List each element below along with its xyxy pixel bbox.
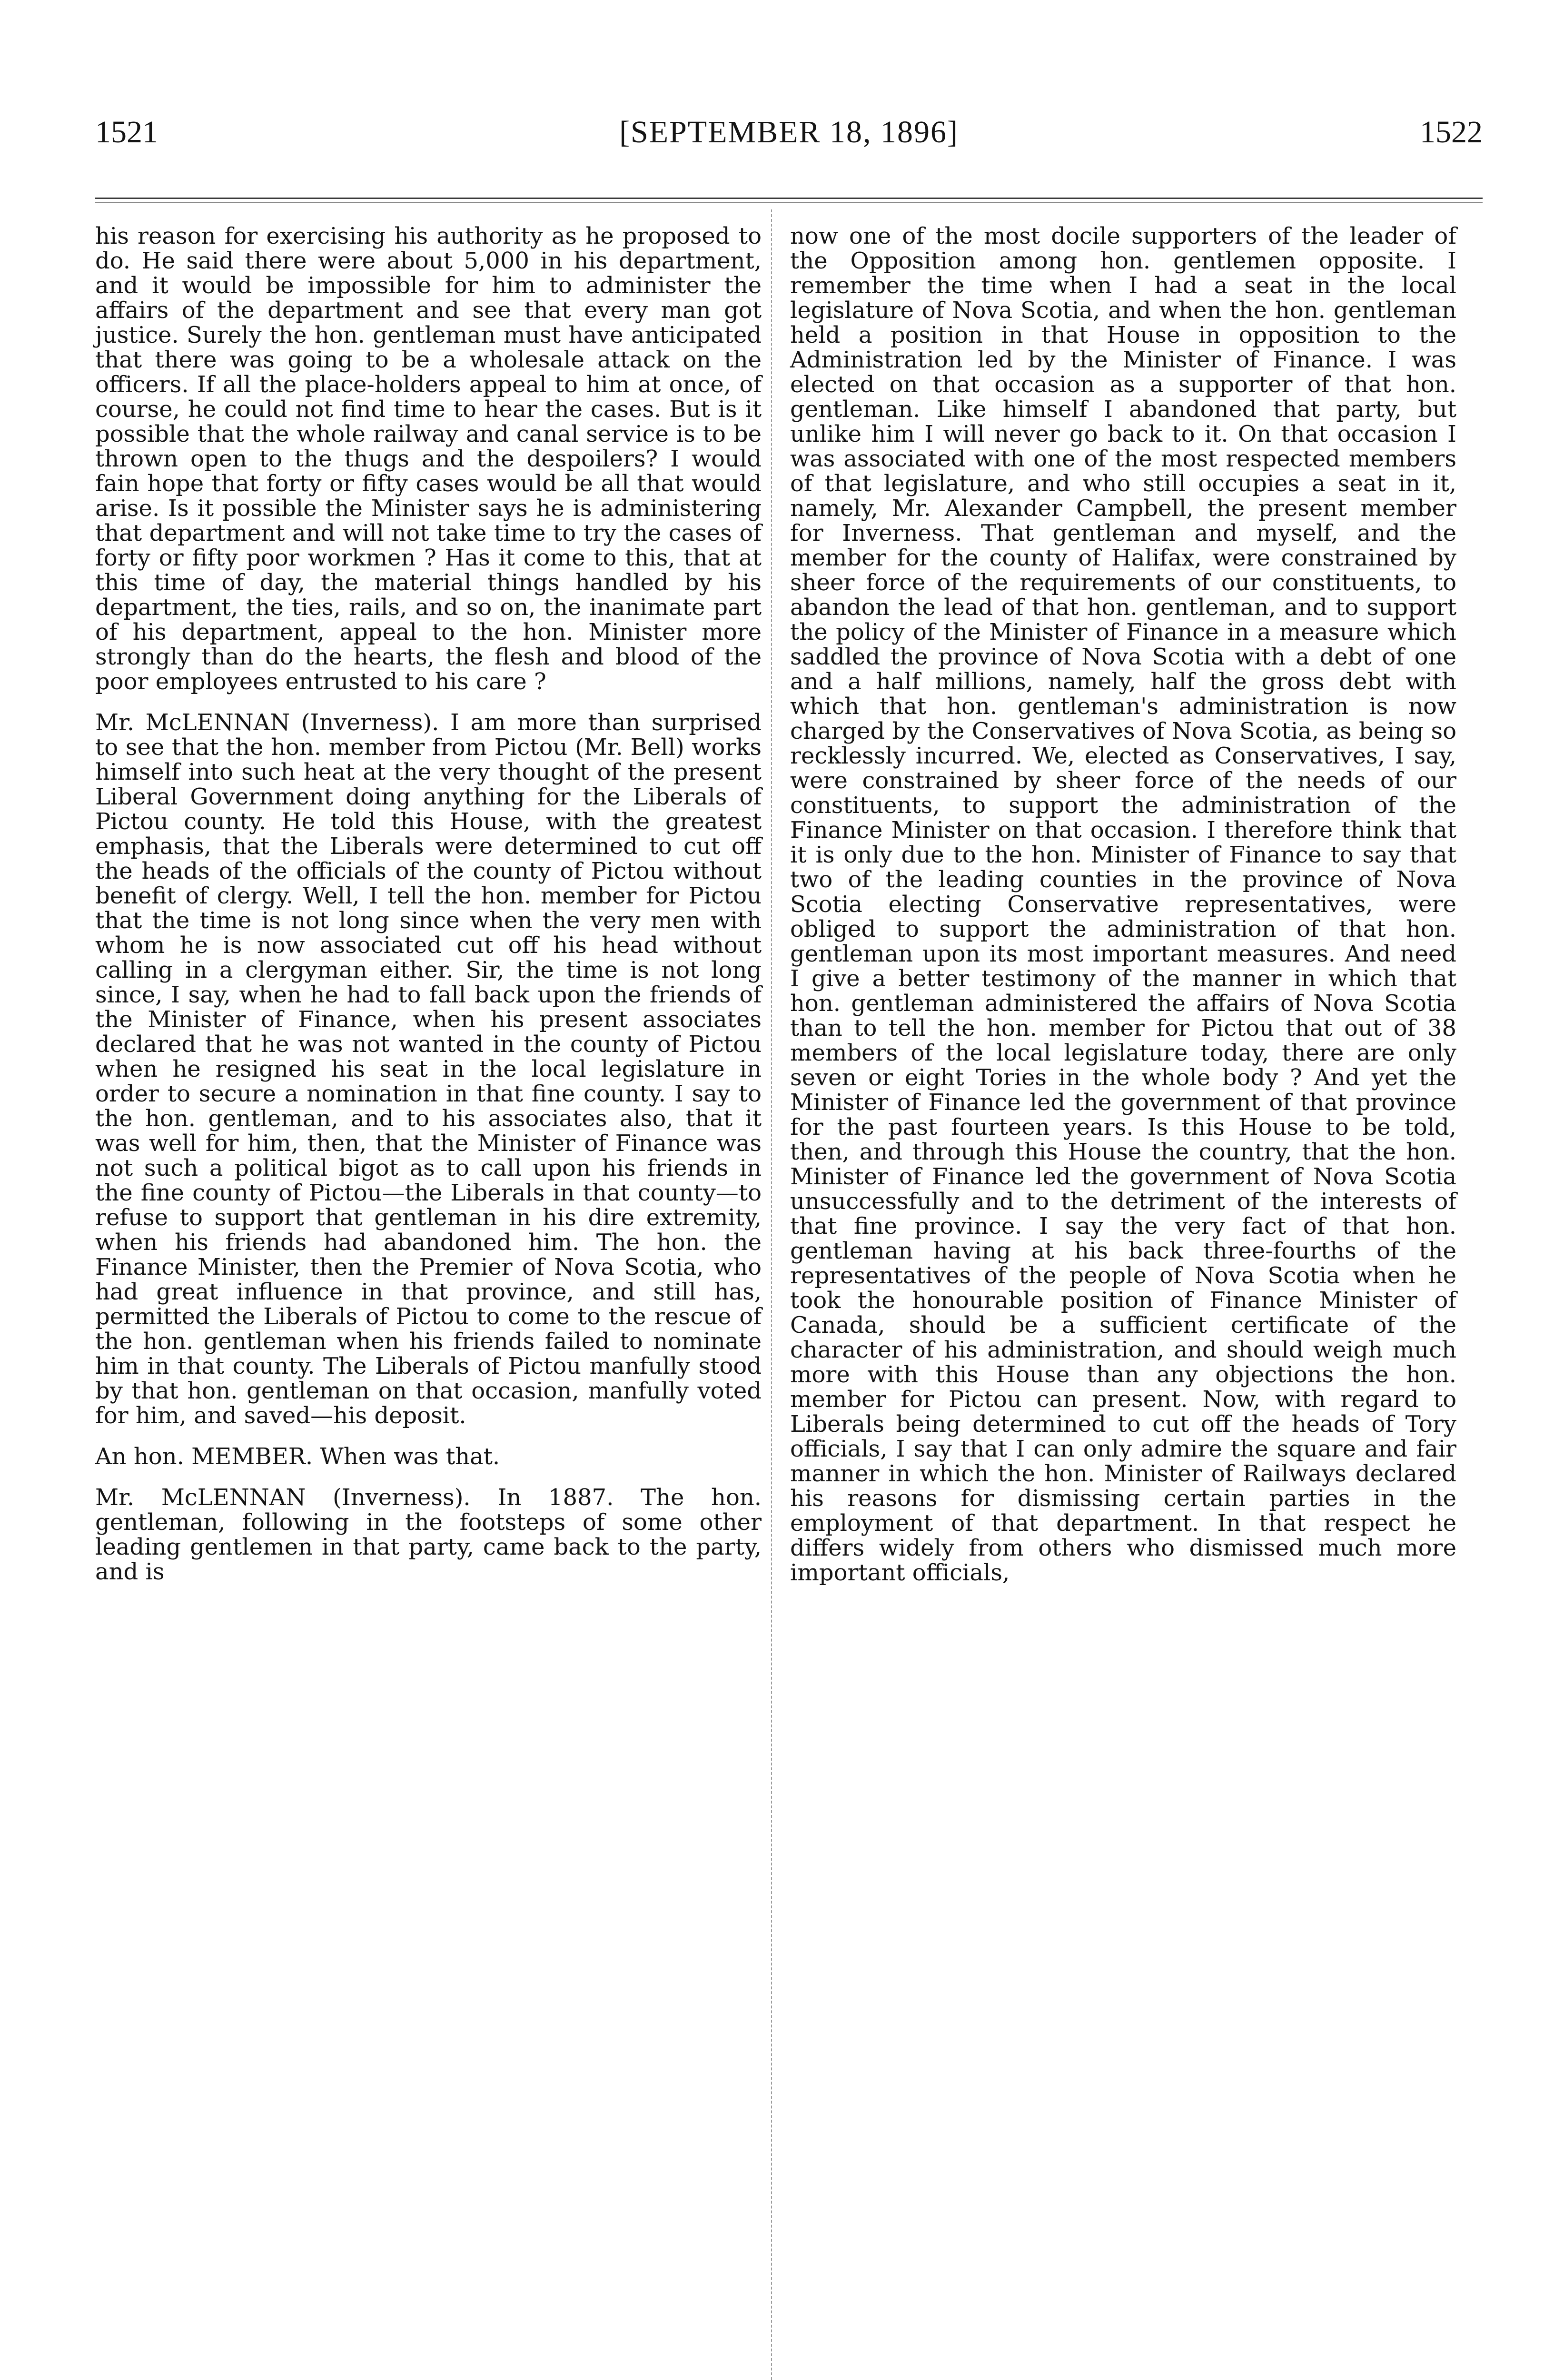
paragraph-continued: his reason for exercising his authority as he proposed to do. He said there were about 5,000 in his department, and it would be impossible for him to administer the affairs of the department and see that every man got justice. Surely the hon. gentleman must have anticipated that there was going to be a wholesale attack on the officers. If all the place-holders appeal to him at once, of course, he could not find time to hear the cases. But is it possible that the whole railway and canal service is to be thrown open to the thugs and the despoilers? I would fain hope that forty or fifty cases would be all that would arise. Is it possible the Minister says he is administering that department and will not take time to try the cases of forty or fifty poor workmen ? Has it come to this, that at this time of day, the material things handled by his department, the ties, rails, and so on, the inanimate part of his department, appeal to the hon. Minister more strongly than do the hearts, the flesh and blood of the poor employees entrusted to his care ? [95,223,762,695]
header-rule [95,198,1483,199]
speaker-name: Mr. McLENNAN (Inverness). [95,1484,471,1511]
speech-paragraph [95,710,762,1428]
speech-text: When was that. [320,1443,500,1470]
left-column [95,224,762,1600]
page-number-right: 1522 [1420,115,1483,149]
header-rule-secondary [95,202,1483,203]
speaker-name: An hon. MEMBER. [95,1443,313,1470]
page-header [95,114,1483,167]
speech-text: I am more than surprised to see that the hon. member from Pictou (Mr. Bell) works himself into such heat at the very thought of the present Liberal Government doing anything for the Liberals of Pictou county. He told this House, with the greatest emphasis, that the Liberals were determined to cut off the heads of the officials of the county of Pictou without benefit of clergy. Well, I tell the hon. member for Pictou that the time is not long since when the very men with whom he is now associated cut off his head without calling in a clergyman either. Sir, the time is not long since, I say, when he had to fall back upon the friends of the Minister of Finance, when his present associates declared that he was not wanted in the county of Pictou when he resigned his seat in the local legislature in order to secure a nomination in that fine county. I say to the hon. gentleman, and to his associates also, that it was well for him, then, that the Minister of Finance was not such a political bigot as to call upon his friends in the fine county of Pictou—the Liberals in that county—to refuse to support that gentleman in his dire extremity, when his friends had abandoned him. The hon. the Finance Minister, then the Premier of Nova Scotia, who had great influence in that province, and still has, permitted the Liberals of Pictou to come to the rescue of the hon. gentleman when his friends failed to nominate him in that county. The Liberals of Pictou manfully stood by that hon. gentleman on that occasion, manfully voted for him, and saved—his deposit. [95,709,762,1429]
speaker-name: Mr. McLENNAN (Inverness). [95,709,439,736]
interjection-paragraph [95,1444,762,1469]
column-divider [771,209,772,2380]
right-column [790,224,1456,1601]
speech-paragraph [95,1485,762,1584]
page-number-left: 1521 [95,115,158,149]
paragraph-continued: now one of the most docile supporters of the leader of the Opposition among hon. gentlemen opposite. I remember the time when I had a seat in the local legislature of Nova Scotia, and when the hon. gentleman held a position in that House in opposition to the Administration led by the Minister of Finance. I was elected on that occasion as a supporter of that hon. gentleman. Like himself I abandoned that party, but unlike him I will never go back to it. On that occasion I was associated with one of the most respected members of that legislature, and who still occupies a seat in it, namely, Mr. Alexander Campbell, the present member for Inverness. That gentleman and myself, and the member for the county of Halifax, were constrained by sheer force of the requirements of our constituents, to abandon the lead of that hon. gentleman, and to support the policy of the Minister of Finance in a measure which saddled the province of Nova Scotia with a debt of one and a half millions, namely, half the gross debt with which that hon. gentleman's administration is now charged by the Conservatives of Nova Scotia, as being so recklessly incurred. We, elected as Conservatives, I say, were constrained by sheer force of the needs of our constituents, to support the administration of the Finance Minister on that occasion. I therefore think that it is only due to the hon. Minister of Finance to say that two of the leading counties in the province of Nova Scotia electing Conservative representatives, were obliged to support the administration of that hon. gentleman upon its most important measures. And need I give a better testimony of the manner in which that hon. gentleman administered the affairs of Nova Scotia than to tell the hon. member for Pictou that out of 38 members of the local legislature today, there are only seven or eight Tories in the whole body ? And yet the Minister of Finance led the government of that province for the past fourteen years. Is this House to be told, then, and through this House the country, that the hon. Minister of Finance led the government of Nova Scotia unsuccessfully and to the detriment of the interests of that fine province. I say the very fact of that hon. gentleman having at his back three-fourths of the representatives of the people of Nova Scotia when he took the honourable position of Finance Minister of Canada, should be a sufficient certificate of the character of his administration, and should weigh much more with this House than any objections the hon. member for Pictou can present. Now, with regard to Liberals being determined to cut off the heads of Tory officials, I say that I can only admire the square and fair manner in which the hon. Minister of Railways declared his reasons for dismissing certain parties in the employment of that department. In that respect he differs widely from others who dismissed much more important officials, [790,223,1456,1586]
speech-text: In 1887. The hon. gentleman, following in the footsteps of some other leading gentlemen in that party, came back to the party, and is [95,1484,762,1585]
header-date: [SEPTEMBER 18, 1896] [619,115,959,149]
